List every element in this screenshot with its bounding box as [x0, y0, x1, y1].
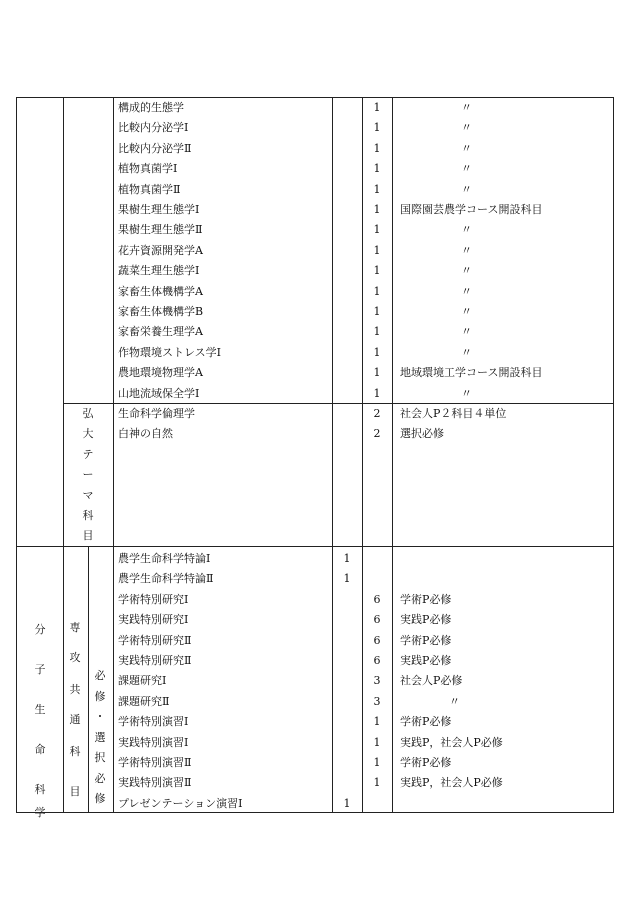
course-name: 家畜栄養生理学A	[118, 325, 203, 339]
course-credit: 1	[373, 203, 381, 216]
course-note: 〃	[461, 243, 472, 257]
course-credit: 1	[373, 264, 381, 278]
course-name: 課題研究Ⅱ	[118, 694, 170, 708]
course-note: 実践P必修	[400, 654, 452, 667]
course-name: 作物環境ストレス学Ⅰ	[118, 345, 222, 359]
course-credit: 1	[373, 101, 381, 114]
category-char: 科	[69, 745, 81, 758]
course-note: 〃	[461, 101, 472, 114]
course-name: 比較内分泌学Ⅱ	[118, 141, 192, 155]
type-char: 選	[94, 731, 106, 744]
course-credit: 1	[373, 325, 381, 339]
course-note: 〃	[461, 284, 472, 298]
type-char: 択	[94, 751, 106, 764]
course-name: 実践特別演習Ⅰ	[118, 735, 189, 749]
category-char: 大	[82, 427, 94, 441]
course-name: 花卉資源開発学A	[118, 243, 203, 257]
course-required-credit: 1	[343, 572, 351, 586]
category-char: 攻	[69, 651, 81, 664]
course-name: 果樹生理生態学Ⅰ	[118, 203, 200, 216]
course-credit: 1	[373, 243, 381, 257]
course-name: 植物真菌学Ⅱ	[118, 182, 181, 196]
course-name: 学術特別演習Ⅱ	[118, 756, 192, 769]
course-name: 学術特別研究Ⅱ	[118, 633, 192, 647]
course-name: 白神の自然	[118, 427, 173, 441]
category-char: マ	[82, 488, 94, 502]
course-note: 選択必修	[400, 427, 444, 441]
course-name: 農学生命科学特論Ⅰ	[118, 552, 211, 565]
course-note: 〃	[461, 141, 472, 155]
course-credit: 1	[373, 223, 381, 237]
course-elective-credit: 1	[373, 756, 381, 769]
course-elective-credit: 6	[373, 654, 381, 667]
course-name: 山地流域保全学Ⅰ	[118, 386, 200, 400]
course-note: 学術P必修	[400, 715, 452, 729]
col-divider-1	[63, 98, 64, 813]
course-name: 実践特別演習Ⅱ	[118, 776, 192, 790]
category-char: 弘	[82, 407, 94, 420]
course-credit: 1	[373, 284, 381, 298]
course-elective-credit: 3	[373, 674, 381, 688]
col-divider-req	[332, 98, 333, 813]
type-char: 修	[94, 690, 106, 703]
course-name: 実践特別研究Ⅰ	[118, 613, 189, 627]
course-required-credit: 1	[343, 796, 351, 810]
course-note: 〃	[461, 162, 472, 176]
course-name: 家畜生体機構学B	[118, 305, 204, 318]
course-name: 家畜生体機構学A	[118, 284, 203, 298]
category-char: 目	[69, 785, 81, 798]
course-credit: 2	[373, 427, 381, 441]
category-char: 通	[69, 713, 81, 726]
department-char: 子	[34, 663, 46, 676]
course-name: 学術特別演習Ⅰ	[118, 715, 189, 729]
type-char: 必	[94, 669, 106, 682]
course-note: 国際園芸農学コース開設科目	[400, 203, 543, 216]
course-elective-credit: 1	[373, 776, 381, 790]
department-char: 学	[34, 806, 46, 819]
course-name: 農学生命科学特論Ⅱ	[118, 572, 214, 586]
course-name: 学術特別研究Ⅰ	[118, 592, 189, 606]
course-elective-credit: 6	[373, 633, 381, 647]
category-char: テ	[82, 447, 94, 461]
course-credit: 1	[373, 305, 381, 318]
course-note: 社会人P必修	[400, 674, 463, 688]
course-elective-credit: 1	[373, 735, 381, 749]
course-credit: 1	[373, 386, 381, 400]
course-note: 社会人P２科目４単位	[400, 407, 507, 420]
category-char: 共	[69, 683, 81, 696]
course-name: 課題研究Ⅰ	[118, 674, 167, 688]
course-name: 植物真菌学Ⅰ	[118, 162, 178, 176]
course-note: 〃	[449, 694, 460, 708]
course-note: 実践P，社会人P必修	[400, 776, 503, 790]
course-note: 学術P必修	[400, 633, 452, 647]
course-elective-credit: 3	[373, 694, 381, 708]
course-note: 地域環境工学コース開設科目	[400, 366, 543, 380]
course-elective-credit: 6	[373, 613, 381, 627]
course-note: 実践P，社会人P必修	[400, 735, 503, 749]
category-char: ー	[82, 468, 94, 482]
course-elective-credit: 1	[373, 715, 381, 729]
course-credit: 1	[373, 366, 381, 380]
course-credit: 1	[373, 162, 381, 176]
course-credit: 2	[373, 407, 381, 420]
course-name: 生命科学倫理学	[118, 407, 195, 420]
department-char: 科	[34, 783, 46, 796]
type-char: 必	[94, 772, 106, 785]
course-note: 学術P必修	[400, 592, 452, 606]
course-note: 〃	[461, 121, 472, 135]
course-credit: 1	[373, 182, 381, 196]
col-divider-2	[113, 98, 114, 813]
course-note: 実践P必修	[400, 613, 452, 627]
course-credit: 1	[373, 345, 381, 359]
course-note: 〃	[461, 182, 472, 196]
course-note: 〃	[461, 345, 472, 359]
course-name: 蔬菜生理生態学Ⅰ	[118, 264, 200, 278]
course-name: プレゼンテーション演習Ⅰ	[118, 796, 243, 810]
course-note: 〃	[461, 386, 472, 400]
category-char: 目	[82, 529, 94, 543]
category-char: 専	[69, 621, 81, 634]
col-divider-note	[392, 98, 393, 813]
course-required-credit: 1	[343, 552, 351, 565]
department-char: 生	[34, 703, 46, 716]
course-credit: 1	[373, 121, 381, 135]
course-name: 比較内分泌学Ⅰ	[118, 121, 189, 135]
course-credit: 1	[373, 141, 381, 155]
curriculum-table	[16, 97, 614, 819]
course-note: 〃	[461, 264, 472, 278]
course-elective-credit: 6	[373, 592, 381, 606]
type-char: 修	[94, 792, 106, 805]
course-name: 構成的生態学	[118, 101, 184, 114]
department-char: 分	[34, 623, 46, 636]
course-name: 実践特別研究Ⅱ	[118, 654, 192, 667]
row-divider-2	[17, 546, 614, 547]
course-note: 〃	[461, 223, 472, 237]
course-note: 〃	[461, 325, 472, 339]
course-name: 農地環境物理学A	[118, 366, 203, 380]
category-char: 科	[82, 509, 94, 522]
type-char: ・	[94, 710, 106, 723]
col-divider-type	[88, 546, 89, 813]
course-note: 〃	[461, 305, 472, 318]
department-char: 命	[34, 743, 46, 756]
course-name: 果樹生理生態学Ⅱ	[118, 223, 203, 237]
course-note: 学術P必修	[400, 756, 452, 769]
